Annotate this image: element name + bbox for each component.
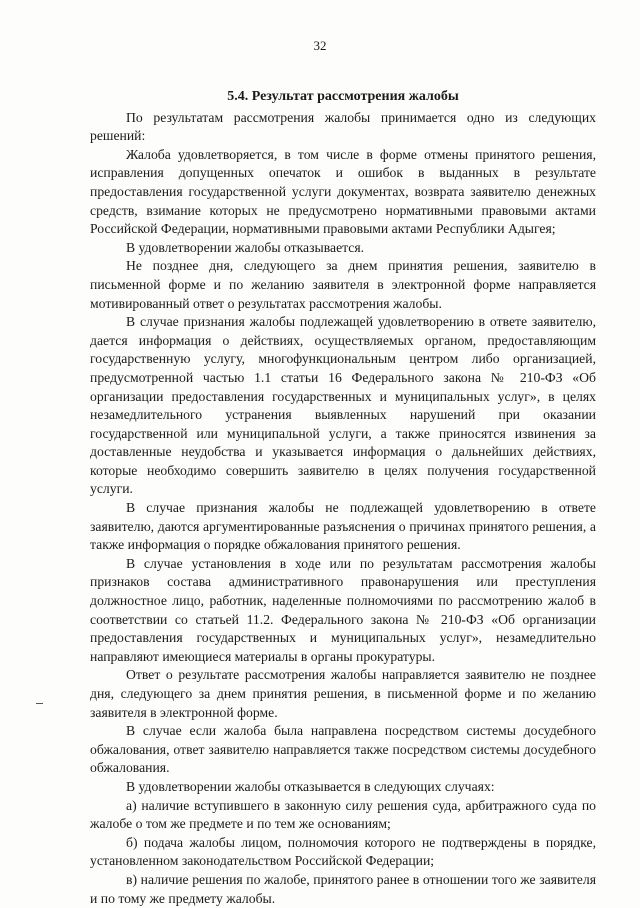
paragraph: Не позднее дня, следующего за днем принятия решения, заявителю в письменной форме и по желанию заявителя в электронной форме направляется мотивированный ответ о результатах рассмотрения жалобы. (90, 258, 596, 311)
list-item: а) наличие вступившего в законную силу решения суда, арбитражного суда по жалобе о том же предмете и по тем же основаниям; (90, 797, 596, 832)
paragraph: По результатам рассмотрения жалобы принимается одно из следующих решений: (90, 109, 596, 144)
paragraph: В удовлетворении жалобы отказывается в следующих случаях: (126, 778, 495, 794)
document-body (90, 88, 596, 908)
paragraph: В случае признания жалобы не подлежащей удовлетворению в ответе заявителю, даются аргументированные разъяснения о причинах принятого решения, а также информация о порядке обжалования принятого решения. (90, 500, 596, 553)
paragraph: Жалоба удовлетворяется, в том числе в форме отмены принятого решения, исправления допущенных опечаток и ошибок в выданных в результате предоставления государственной услуги документах, возврата заявителю денежных средств, взимание которых не предусмотрено нормативными правовыми актами Российской Федерации, нормативными правовыми актами Республики Адыгея; (90, 146, 596, 237)
section-title: 5.4. Результат рассмотрения жалобы (227, 89, 459, 104)
paragraph: В случае установления в ходе или по результатам рассмотрения жалобы признаков состава административного правонарушения или преступления должностное лицо, работник, наделенные полномочиями по рассмотрению жалоб в соответствии со статьей 11.2. Федерального закона № 210-ФЗ «Об организации предоставления государственных и муниципальных услуг», незамедлительно направляют имеющиеся материалы в органы прокуратуры. (90, 555, 596, 664)
paragraph: Ответ о результате рассмотрения жалобы направляется заявителю не позднее дня, следующего за днем принятия решения, в письменной форме и по желанию заявителя в электронной форме. (90, 667, 596, 720)
margin-mark (36, 703, 43, 704)
paragraph: В удовлетворении жалобы отказывается. (126, 239, 365, 255)
paragraph: В случае если жалоба была направлена посредством системы досудебного обжалования, ответ заявителю направляется также посредством системы досудебного обжалования. (90, 723, 596, 776)
page-number: 32 (313, 38, 327, 53)
paragraph: В случае признания жалобы подлежащей удовлетворению в ответе заявителю, дается информация о действиях, осуществляемых органом, предоставляющим государственную услугу, многофункциональным центром либо организацией, предусмотренной частью 1.1 статьи 16 Федерального закона № 210-ФЗ «Об организации предоставления государственных и муниципальных услуг», в целях незамедлительного устранения выявленных нарушений при оказании государственной или муниципальной услуги, а также приносятся извинения за доставленные неудобства и указывается информация о дальнейших действиях, которые необходимо совершить заявителю в целях получения государственной услуги. (90, 314, 596, 497)
list-item: б) подача жалобы лицом, полномочия которого не подтверждены в порядке, установленном законодательством Российской Федерации; (90, 834, 596, 869)
list-item: в) наличие решения по жалобе, принятого ранее в отношении того же заявителя и по тому же предмету жалобы. (90, 871, 596, 906)
